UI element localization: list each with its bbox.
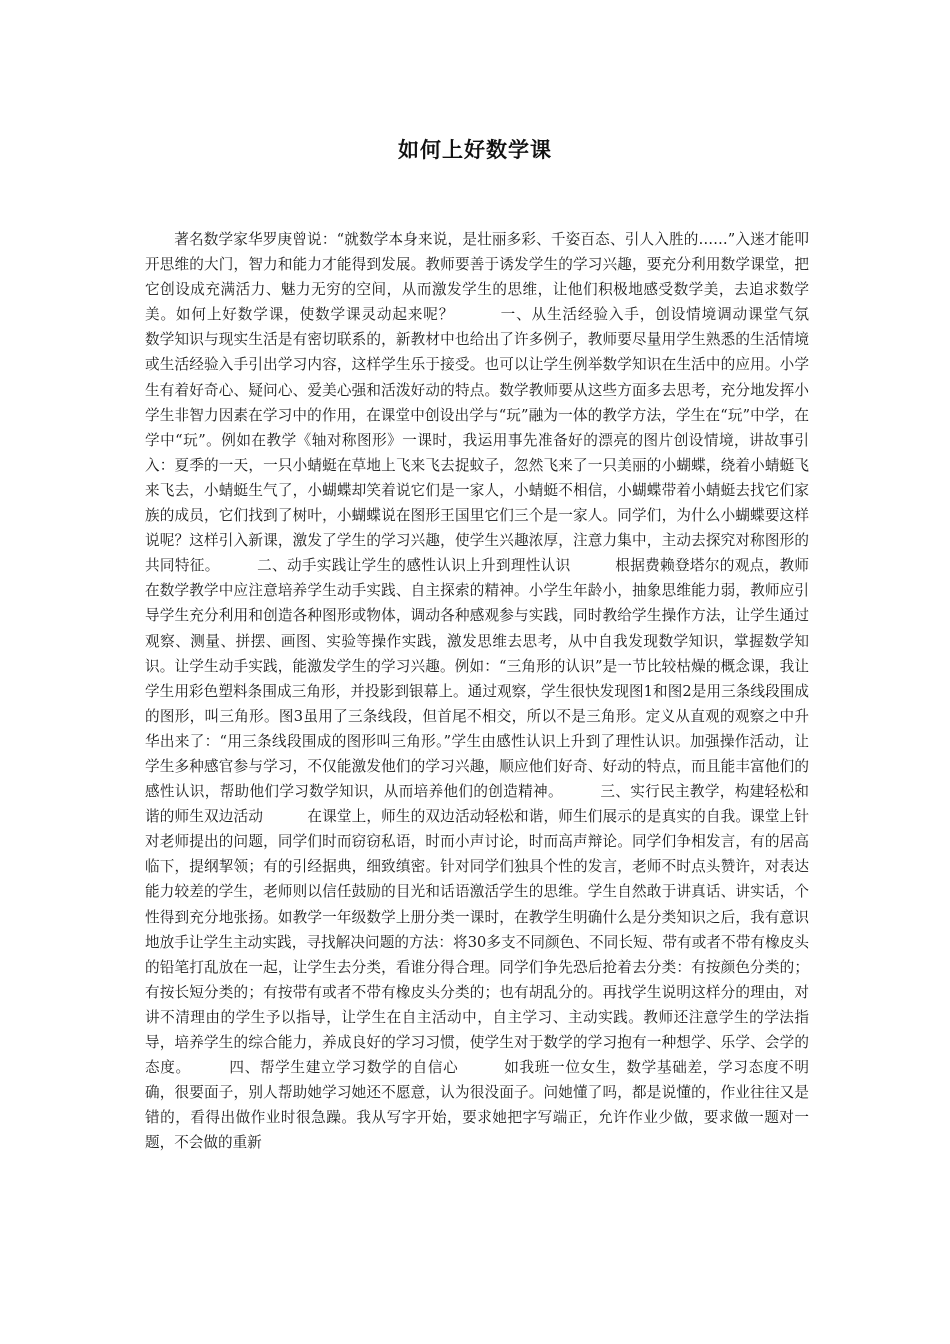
- document-title: 如何上好数学课: [398, 137, 552, 162]
- document-body: 著名数学家华罗庚曾说：“就数学本身来说，是壮丽多彩、千姿百态、引人入胜的……”入迷才能叩开思维的大门，智力和能力才能得到发展。教师要善于诱发学生的学习兴趣，要充分利用数学课堂，把它创设成充满活力、魅力无穷的空间，从而激发学生的思维，让他们积极地感受数学美，去追求数学美。如何上好数学课，使数学课灵动起来呢？ 一、从生活经验入手，创设情境调动课堂气氛 数学知识与现实生活是有密切联系的，新教材中也给出了许多例子，教师要尽量用学生熟悉的生活情境或生活经验入手引出学习内容，这样学生乐于接受。也可以让学生例举数学知识在生活中的应用。小学生有着好奇心、疑问心、爱美心强和活泼好动的特点。数学教师要从这些方面多去思考，充分地发挥小学生非智力因素在学习中的作用，在课堂中创设出学与“玩”融为一体的教学方法，学生在“玩”中学，在学中“玩”。例如在教学《轴对称图形》一课时，我运用事先准备好的漂亮的图片创设情境，讲故事引入：夏季的一天，一只小蜻蜓在草地上飞来飞去捉蚊子，忽然飞来了一只美丽的小蝴蝶，绕着小蜻蜓飞来飞去，小蜻蜓生气了，小蝴蝶却笑着说它们是一家人，小蜻蜓不相信，小蝴蝶带着小蜻蜓去找它们家族的成员，它们找到了树叶，小蝴蝶说在图形王国里它们三个是一家人。同学们，为什么小蝴蝶要这样说呢？这样引入新课，激发了学生的学习兴趣，使学生兴趣浓厚，注意力集中，主动去探究对称图形的共同特征。 二、动手实践让学生的感性认识上升到理性认识 根据费赖登塔尔的观点，教师在数学教学中应注意培养学生动手实践、自主探索的精神。小学生年龄小，抽象思维能力弱，教师应引导学生充分利用和创造各种图形或物体，调动各种感观参与实践，同时教给学生操作方法，让学生通过观察、测量、拼摆、画图、实验等操作实践，激发思维去思考，从中自我发现数学知识，掌握数学知识。让学生动手实践，能激发学生的学习兴趣。例如：“三角形的认识”是一节比较枯燥的概念课，我让学生用彩色塑料条围成三角形，并投影到银幕上。通过观察，学生很快发现图1和图2是用三条线段围成的图形，叫三角形。图3虽用了三条线段，但首尾不相交，所以不是三角形。定义从直观的观察之中升华出来了：“用三条线段围成的图形叫三角形。”学生由感性认识上升到了理性认识。加强操作活动，让学生多种感官参与学习，不仅能激发他们的学习兴趣，顺应他们好奇、好动的特点，而且能丰富他们的感性认识，帮助他们学习数学知识，从而培养他们的创造精神。 三、实行民主教学，构建轻松和谐的师生双边活动 在课堂上，师生的双边活动轻松和谐，师生们展示的是真实的自我。课堂上针对老师提出的问题，同学们时而窃窃私语，时而小声讨论，时而高声辩论。同学们争相发言，有的居高临下，提纲挈领；有的引经据典，细致缜密。针对同学们独具个性的发言，老师不时点头赞许，对表达能力较差的学生，老师则以信任鼓励的目光和话语激活学生的思维。学生自然敢于讲真话、讲实话，个性得到充分地张扬。如教学一年级数学上册分类一课时，在教学生明确什么是分类知识之后，我有意识地放手让学生主动实践，寻找解决问题的方法：将30多支不同颜色、不同长短、带有或者不带有橡皮头的铅笔打乱放在一起，让学生去分类，看谁分得合理。同学们争先恐后抢着去分类：有按颜色分类的；有按长短分类的；有按带有或者不带有橡皮头分类的；也有胡乱分的。再找学生说明这样分的理由，对讲不清理由的学生予以指导，让学生在自主活动中，自主学习、主动实践。教师还注意学生的学法指导，培养学生的综合能力，养成良好的学习习惯，使学生对于数学的学习抱有一种想学、乐学、会学的态度。 四、帮学生建立学习数学的自信心 如我班一位女生，数学基础差，学习态度不明确，很要面子，别人帮助她学习她还不愿意，认为很没面子。问她懂了吗，都是说懂的，作业往往又是错的，看得出做作业时很急躁。我从写字开始，要求她把字写端正，允许作业少做，要求做一题对一题，不会做的重新: [145, 231, 853, 1152]
